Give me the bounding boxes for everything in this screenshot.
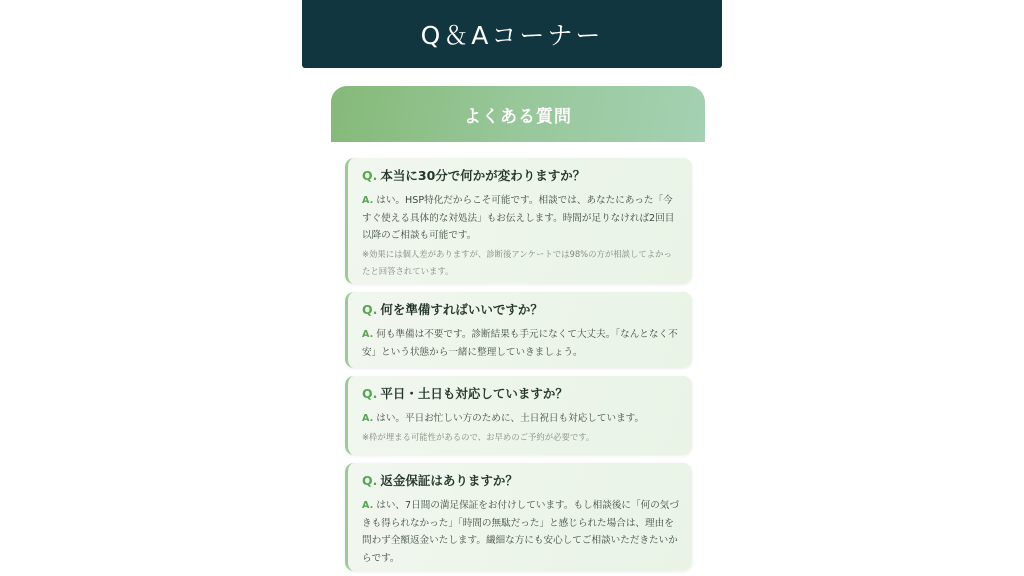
faq-answer (362, 410, 680, 428)
faq-question (362, 167, 680, 184)
faq-card (345, 292, 692, 368)
answer-text: 何も準備は不要です。診断結果も手元になくて大丈夫。「なんとなく不安」という状態から一緒に整理していきましょう。 (362, 329, 678, 358)
faq-question (362, 301, 680, 318)
q-mark: Q. (362, 386, 378, 401)
question-text: 何を準備すればいいですか？ (380, 302, 543, 317)
answer-text: はい。HSP特化だからこそ可能です。相談では、あなたにあった「今すぐ使える具体的な対処法」もお伝えします。時間が足りなければ2回目以降のご相談も可能です。 (362, 195, 675, 241)
faq-card (345, 376, 692, 455)
q-mark: Q. (362, 168, 378, 183)
faq-card (345, 158, 692, 284)
answer-text: はい。平日お忙しい方のために、土日祝日も対応しています。 (376, 413, 645, 424)
a-mark: A. (362, 329, 374, 340)
faq-note: ※枠が埋まる可能性があるので、お早めのご予約が必要です。 (362, 431, 595, 442)
faq-note: ※効果には個人差がありますが、診断後アンケートでは98%の方が相談してよかったと回答されています。 (362, 248, 672, 276)
q-mark: Q. (362, 302, 378, 317)
faq-answer (362, 326, 680, 361)
question-text: 返金保証はありますか？ (380, 473, 518, 488)
question-text: 本当に30分で何かが変わりますか？ (380, 168, 586, 183)
faq-banner-title: よくある質問 (464, 106, 572, 127)
faq-question (362, 472, 680, 489)
header-bar (302, 0, 722, 68)
a-mark: A. (362, 500, 374, 511)
answer-text: はい、7日間の満足保証をお付けしています。もし相談後に「何の気づきも得られなかった」「時間の無駄だった」と感じられた場合は、理由を問わず全額返金いたします。繊細な方にも安心してご相談いただきたいからです。 (362, 500, 679, 564)
faq-banner (331, 86, 705, 142)
q-mark: Q. (362, 473, 378, 488)
faq-answer (362, 192, 680, 245)
a-mark: A. (362, 195, 374, 206)
question-text: 平日・土日も対応していますか？ (380, 386, 568, 401)
a-mark: A. (362, 413, 374, 424)
page-title: Q＆Aコーナー (420, 21, 604, 50)
faq-card (345, 463, 692, 571)
faq-answer (362, 497, 680, 567)
faq-question (362, 385, 680, 402)
